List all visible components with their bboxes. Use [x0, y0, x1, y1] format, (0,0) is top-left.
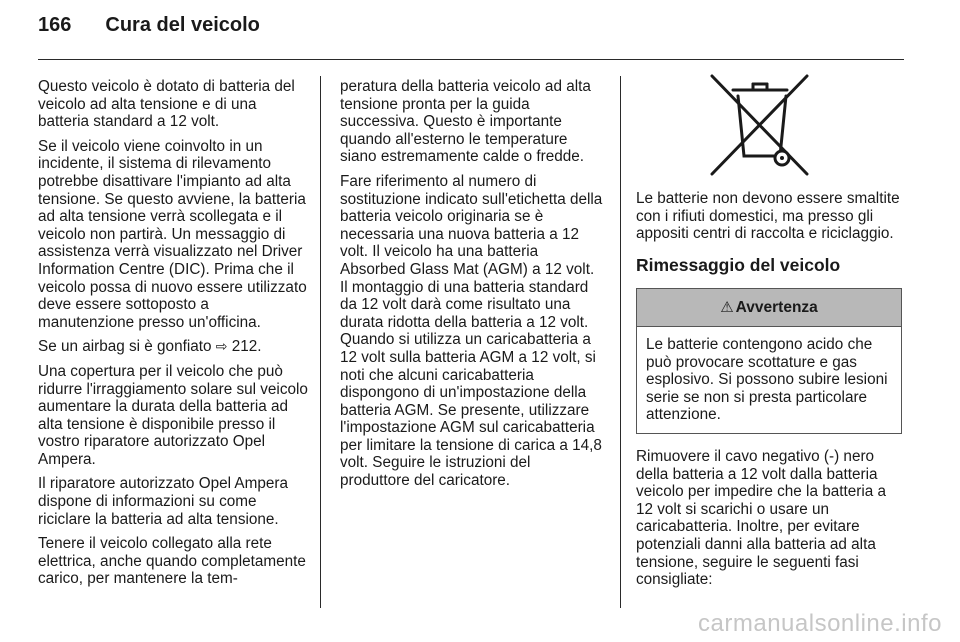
- page-reference[interactable]: 212.: [231, 338, 262, 356]
- warning-text: Le batterie contengono acido che può provocare scottature e gas esplosivo. Si possono subire lesioni serie se non si presta particolare attenzione.: [646, 335, 888, 424]
- paragraph: Una copertura per il veicolo che può ridurre l'irraggiamento solare sul veicolo aumentare la durata della batteria ad alta tensione è disponibile presso il vostro riparatore autorizzato Opel Ampera.: [38, 362, 308, 468]
- paragraph: [38, 338, 308, 356]
- warning-title: Avvertenza: [735, 299, 818, 317]
- crossed-out-wheelie-bin-icon: [707, 70, 813, 180]
- page-title: Cura del veicolo: [105, 14, 260, 36]
- column-divider: [320, 76, 321, 608]
- paragraph: Il riparatore autorizzato Opel Ampera dispone di informazioni su come riciclare la batteria ad alta tensione.: [38, 475, 288, 528]
- paragraph: Rimuovere il cavo negativo (-) nero della batteria a 12 volt dalla batteria veicolo per impedire che la batteria a 12 volt si scarichi o usare un caricabatteria. Inoltre, per evitare potenziali danni alla batteria ad alta tensione, seguire le seguenti fasi consigliate:: [636, 447, 886, 589]
- watermark: carmanualsonline.info: [698, 610, 942, 637]
- disposal-note: Le batterie non devono essere smaltite con i rifiuti domestici, ma presso gli appositi centri di raccolta e riciclaggio.: [636, 190, 900, 243]
- paragraph: Se il veicolo viene coinvolto in un incidente, il sistema di rilevamento potrebbe disattivare l'impianto ad alta tensione. Se questo avviene, la batteria ad alta tensione verrà scollegata e il veicolo non partirà. Un messaggio di assistenza verrà visualizzato nel Driver Information Centre (DIC). Prima che il veicolo possa di nuovo essere utilizzato deve essere sottoposto a manutenzione presso un'officina.: [38, 137, 307, 331]
- page-header: [38, 14, 260, 54]
- warning-triangle-icon: ⚠: [720, 299, 734, 317]
- warning-box: [636, 288, 902, 434]
- paragraph: Fare riferimento al numero di sostituzione indicato sull'etichetta della batteria veicolo originaria se è necessaria una nuova batteria a 12 volt. Il veicolo ha una batteria Absorbed Glass Mat (AGM) a 12 volt. Il montaggio di una batteria standard da 12 volt darà come risultato una durata ridotta della batteria a 12 volt. Quando si utilizza un caricabatteria a 12 volt sulla batteria AGM a 12 volt, si noti che alcuni caricabatteria dispongono di un'impostazione della batteria AGM. Se presente, utilizzare l'impostazione AGM sul caricabatteria per limitare la tensione di carica a 14,8 volt. Seguire le istruzioni del produttore del caricatore.: [340, 172, 603, 490]
- paragraph: Questo veicolo è dotato di batteria del veicolo ad alta tensione e di una batteria standard a 12 volt.: [38, 78, 295, 131]
- header-rule: [38, 59, 904, 60]
- column-1: [38, 78, 308, 595]
- page-number: 166: [38, 14, 72, 36]
- paragraph: Tenere il veicolo collegato alla rete elettrica, anche quando completamente carico, per mantenere la tem-: [38, 535, 306, 588]
- page-reference-arrow-icon[interactable]: ⇨: [215, 338, 228, 355]
- column-divider: [620, 76, 621, 608]
- paragraph: peratura della batteria veicolo ad alta tensione pronta per la guida successiva. Questo è importante quando all'esterno le temperature siano estremamente calde o fredde.: [340, 78, 591, 166]
- warning-header: [637, 289, 901, 327]
- column-2: [340, 78, 604, 497]
- section-heading: Rimessaggio del veicolo: [636, 254, 841, 275]
- paragraph-text: Se un airbag si è gonfiato: [38, 338, 212, 356]
- column-3: [636, 190, 902, 596]
